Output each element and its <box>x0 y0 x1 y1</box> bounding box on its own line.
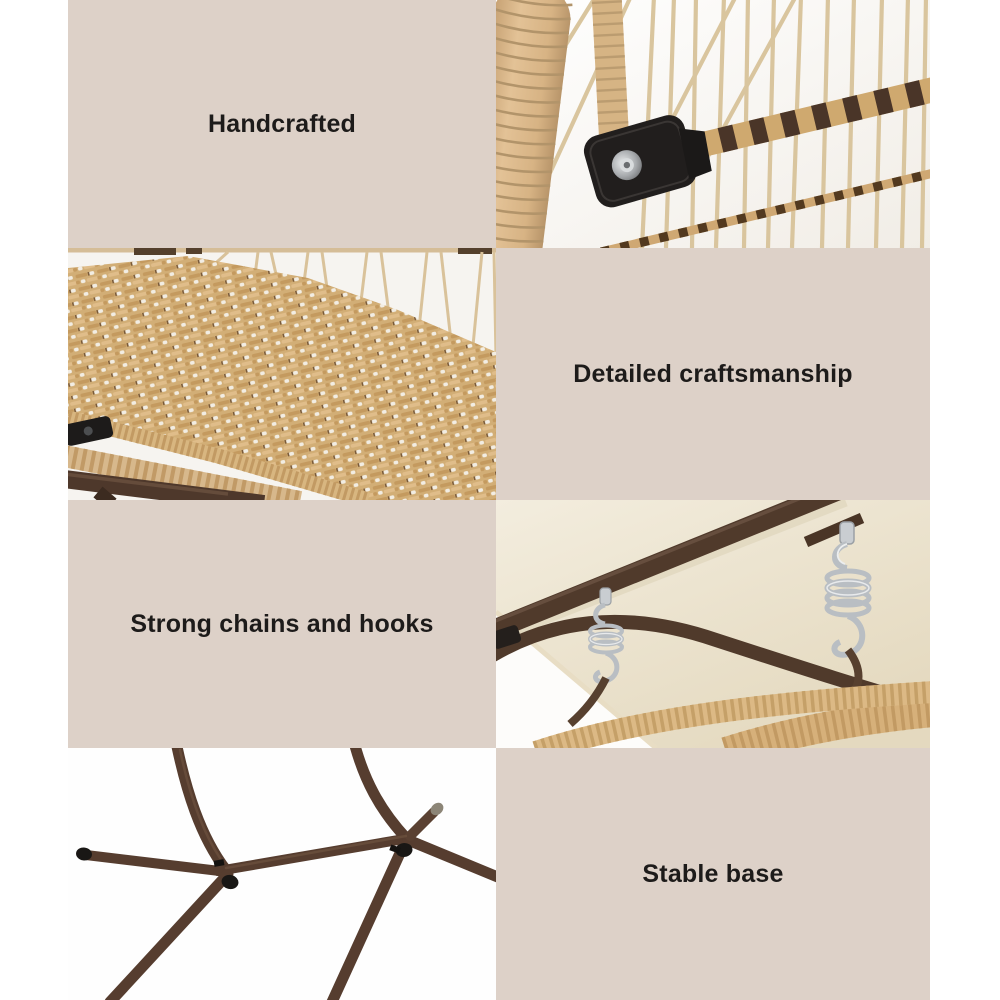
top-edge-strip <box>68 248 496 253</box>
feature-label-stable-base: Stable base <box>642 859 784 888</box>
photo-rattan-frame-joint <box>496 0 930 248</box>
feature-label-handcrafted: Handcrafted <box>207 109 357 138</box>
feature-label-chains-hooks: Strong chains and hooks <box>130 609 434 638</box>
stand-base-illustration <box>68 748 496 1000</box>
feature-panel-handcrafted <box>68 0 496 248</box>
photo-canopy-springs-hooks <box>496 500 930 748</box>
feature-panel-craftsmanship <box>496 248 930 500</box>
woven-wicker-illustration <box>68 248 496 500</box>
photo-woven-wicker-surface <box>68 248 496 500</box>
feature-panel-stable-base <box>496 748 930 1000</box>
feature-panel-chains-hooks <box>68 500 496 748</box>
photo-metal-stand-base <box>68 748 496 1000</box>
photo-background <box>68 748 496 1000</box>
springs-hooks-illustration <box>496 500 930 748</box>
feature-grid <box>68 0 930 1000</box>
feature-label-craftsmanship: Detailed craftsmanship <box>573 359 853 388</box>
rattan-frame-joint-illustration <box>496 0 930 248</box>
